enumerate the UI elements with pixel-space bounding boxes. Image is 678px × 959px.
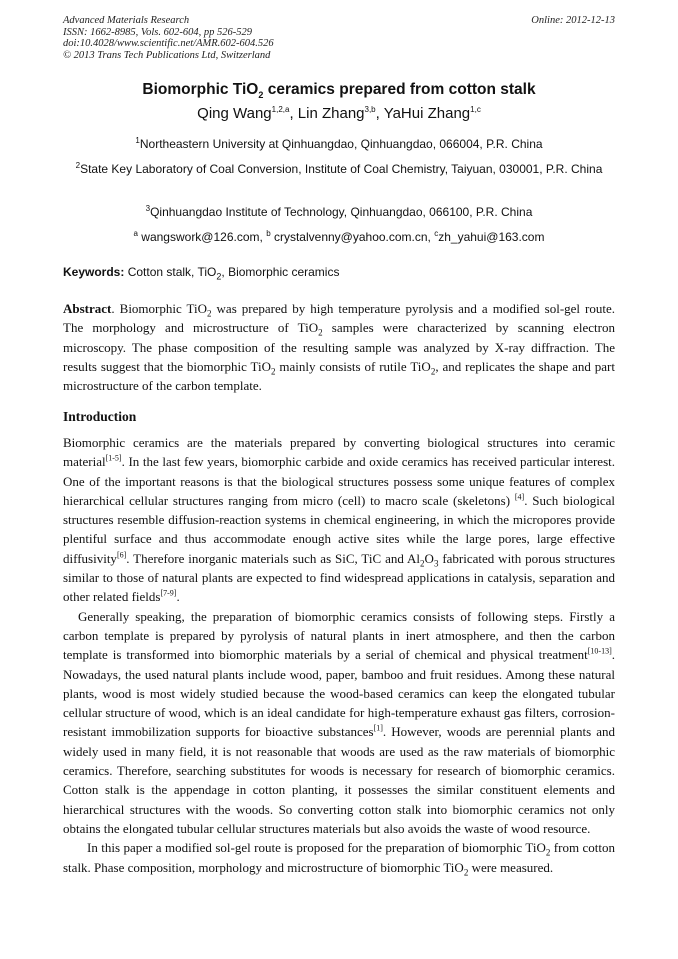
affiliation-2: $^2$State Key Laboratory of Coal Conversion, Institute of Coal Chemistry, Taiyuan, 030001, P.R. China [75, 161, 603, 176]
author-emails: $^a$ wangswork@126.com, $^b$ crystalvenny@yahoo.com.cn, $^c$zh_yahui@163.com [133, 229, 545, 244]
author-list: Qing Wang$^{1,2,a}$, Lin Zhang$^{3,b}$, YaHui Zhang$^{1,c}$ [197, 105, 481, 122]
journal-doi: doi:10.4028/www.scientific.net/AMR.602-604.526 [63, 38, 274, 50]
section-heading-introduction: Introduction [63, 409, 137, 424]
journal-copyright: © 2013 Trans Tech Publications Ltd, Switzerland [63, 49, 271, 61]
intro-paragraph-2: Generally speaking, the preparation of biomorphic ceramics consists of following steps. Firstly a carbon template is prepared by pyrolysis of natural plants in inert atmosphere, and then the carbon template is transformed into biomorphic materials by a serial of chemical and physical treatment[10-13]. Nowadays, the used natural plants include wood, paper, bamboo and fruit residues. Among these natural plants, wood is most widely studied because the wood-based ceramics can keep the elongated tubular cellular structure of wood, which is an ideal candidate for high-temperature exhaust gas filters, corrosion-resistant immobilization supports for bioactive substances[1]. However, woods are perennial plants and widely used in many field, it is not reasonable that woods are used as the raw materials of biomorphic ceramics. Therefore, searching substitutes for woods is necessary for research of biomorphic ceramics. Cotton stalk is the appendage in cotton planting, it possesses the similar constituent elements and hierarchical structures with the woods. So converting cotton stalk into biomorphic ceramics not only obtains the elongated tubular cellular structures materials but also avoids the waste of wood resource. [63, 608, 615, 836]
intro-paragraph-1: Biomorphic ceramics are the materials prepared by converting biological structures into ceramic material[1-5]. In the last few years, biomorphic carbide and oxide ceramics has received particular interest. One of the important reasons is that the biological structures possess some unique features of complex hierarchical cellular structures ranging from micro (cell) to macro scale (skeletons) [4]. Such biological structures resemble diffusion-reaction systems in chemical engineering, in which the micropores provide plentiful surface and thus accommodate enough active sites while the large pores, large effective diffusivity[6]. Therefore inorganic materials such as SiC, TiC and $Al_2O_3$ fabricated with porous structures similar to those of natural plants are expected to find widespread applications in catalysis, separation and other related fields[7-9]. [63, 435, 615, 605]
author-name: Qing Wang [197, 105, 272, 122]
author-name: Lin Zhang [297, 105, 365, 122]
affiliation-1: $^1$Northeastern University at Qinhuangdao, Qinhuangdao, 066004, P.R. China [135, 136, 543, 151]
keywords-label: Keywords: [63, 265, 125, 279]
keywords: Keywords: Cotton stalk, TiO$_2$, Biomorphic ceramics [63, 265, 340, 282]
introduction-body [63, 433, 615, 877]
author-name: YaHui Zhang [383, 105, 471, 122]
online-date: Online: 2012-12-13 [531, 15, 615, 26]
intro-paragraph-3: In this paper a modified sol-gel route is proposed for the preparation of biomorphic TiO$_2$ from cotton stalk. Phase composition, morphology and microstructure of biomorphic TiO$_2$ were measured. [63, 840, 615, 878]
paper-title: Biomorphic TiO$_2$ ceramics prepared from cotton stalk [142, 81, 536, 101]
journal-name: Advanced Materials Research [63, 15, 190, 26]
journal-issn: ISSN: 1662-8985, Vols. 602-604, pp 526-529 [63, 26, 252, 38]
abstract: Abstract. Biomorphic TiO$_2$ was prepared by high temperature pyrolysis and a modified sol-gel route. The morphology and microstructure of TiO$_2$ samples were characterized by scanning electron microscopy. The phase composition of the resulting sample was analyzed by X-ray diffraction. The results suggest that the biomorphic TiO$_2$ mainly consists of rutile TiO$_2$, and replicates the shape and part microstructure of the carbon template. [63, 301, 616, 394]
affiliation-3: $^3$Qinhuangdao Institute of Technology, Qinhuangdao, 066100, P.R. China [145, 204, 533, 219]
abstract-label: Abstract [63, 301, 112, 316]
journal-header [63, 15, 274, 61]
